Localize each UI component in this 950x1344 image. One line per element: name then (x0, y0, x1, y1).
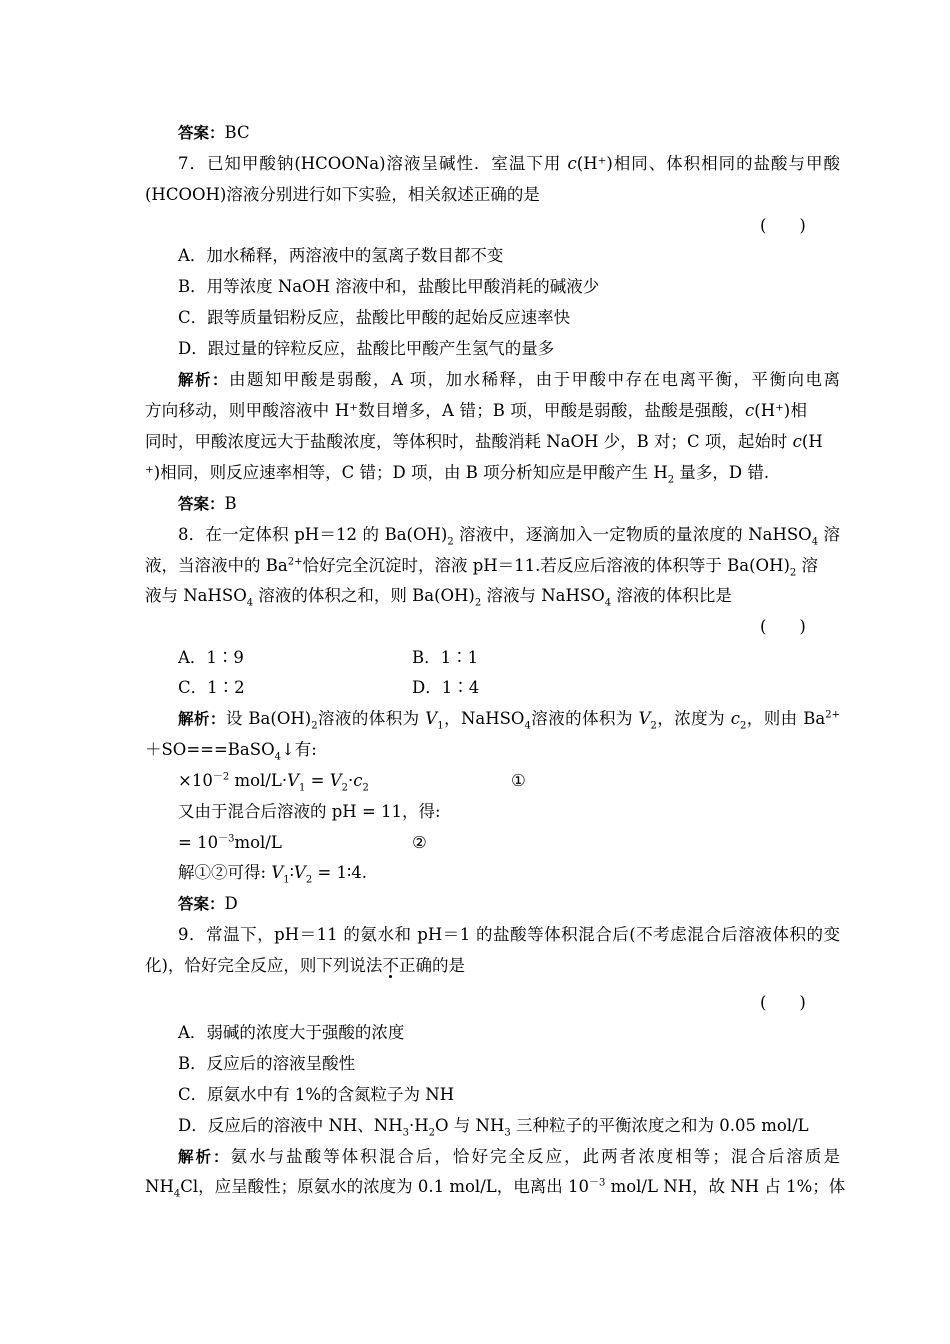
q8-answer-value: D (224, 894, 238, 913)
q8-options-row2 (145, 673, 840, 703)
q9-option-d: D．反应后的溶液中 NH、$NH_3\cdot H_2O$ 与 $NH_3$ 三种粒子的平衡浓度之和为 0.05 mol/L (178, 1116, 809, 1139)
q7-analysis-line1: 解析：由题知甲酸是弱酸，A 项，加水稀释，由于甲酸中存在电离平衡，平衡向电离 (178, 370, 840, 389)
q8-option-a: A．1∶9 (178, 648, 244, 667)
q8-option-b: B．1∶1 (412, 648, 479, 667)
q9-option-c: C．原氨水中有 1%的含氮粒子为 NH (178, 1085, 455, 1104)
q7-analysis-line3: 同时，甲酸浓度远大于盐酸浓度，等体积时，盐酸消耗 NaOH 少，B 对；C 项，起始时 c(H (145, 432, 823, 451)
answer-6-line (145, 118, 840, 148)
q7-stem-line1: 7．已知甲酸钠(HCOONa)溶液呈碱性．室温下用 c(H⁺)相同、体积相同的盐酸与甲酸 (178, 154, 840, 173)
q8-analysis-line3: 又由于混合后溶液的 pH = 11，得: (178, 802, 441, 821)
q9-option-a: A．弱碱的浓度大于强酸的浓度 (178, 1023, 405, 1042)
q9-analysis-line1: 解析：氨水与盐酸等体积混合后，恰好完全反应，此两者浓度相等；混合后溶质是 (178, 1147, 840, 1166)
q7-option-d: D．跟过量的锌粒反应，盐酸比甲酸产生氢气的量多 (178, 339, 555, 358)
q8-option-c: C．1∶2 (178, 678, 245, 697)
q8-options-row1 (145, 643, 840, 673)
q9-stem-line1: 9．常温下，pH＝11 的氨水和 pH＝1 的盐酸等体积混合后(不考虑混合后溶液体积的变 (178, 925, 840, 944)
q8-equation-2: = $10^{-3}mol/L$ ② (145, 828, 840, 858)
q8-analysis-result: 解①②可得: $V_1∶V_2$ = 1∶4. (178, 863, 368, 886)
answer-6-value: BC (224, 123, 250, 142)
q8-option-d: D．1∶4 (412, 678, 480, 697)
q7-option-a: A．加水稀释，两溶液中的氢离子数目都不变 (178, 246, 504, 265)
q9-answer-blank: ( ) (760, 993, 806, 1012)
q8-stem-line3: 液与 NaHSO$_4$ 溶液的体积之和，则 $Ba(OH)_2$ 溶液与 NaHSO$_4$ 溶液的体积比是 (145, 586, 732, 609)
q8-answer-line: 答案：D (178, 894, 238, 913)
q9-stem-line2: 化)，恰好完全反应，则下列说法不正确的是 (145, 956, 465, 975)
q8-answer-blank: ( ) (760, 617, 806, 636)
answer-label: 答案： (178, 124, 225, 142)
q8-analysis-line2: ＋SO===BaSO$_4$↓有: (145, 740, 317, 763)
q7-answer-line: 答案：B (178, 494, 237, 513)
q9-analysis-line2: $NH_4Cl$，应呈酸性；原氨水的浓度为 0.1 mol/L，电离出 $10^{-3}$ mol/L NH，故 NH 占 1%；体 (145, 1177, 846, 1200)
q9-option-b: B．反应后的溶液呈酸性 (178, 1054, 356, 1073)
q7-answer-value: B (224, 494, 237, 513)
q8-analysis-line1: 解析：设 $Ba(OH)_2$溶液的体积为 $V_1$，NaHSO$_4$溶液的体积为 $V_2$，浓度为 $c_2$，则由 $Ba^{2+}$ (178, 709, 840, 732)
q7-analysis-line2: 方向移动，则甲酸溶液中 H⁺数目增多，A 错；B 项，甲酸是弱酸，盐酸是强酸，c(H⁺)相 (145, 401, 807, 420)
q8-equation-1: $\times 10^{-2}$ mol/$L\cdot V_1 = V_2\cdot c_2$ ① (145, 766, 840, 796)
equation-number-1: ① (511, 771, 526, 790)
q7-answer-blank: ( ) (760, 216, 806, 235)
q8-stem-line2: 液，当溶液中的 $Ba^{2+}$恰好完全沉淀时，溶液 pH＝11.若反应后溶液的体积等于 $Ba(OH)_2$ 溶 (145, 556, 819, 579)
q7-stem-line2: (HCOOH)溶液分别进行如下实验，相关叙述正确的是 (145, 185, 540, 204)
q7-analysis-line4: ⁺)相同，则反应速率相等，C 错；D 项，由 B 项分析知应是甲酸产生 $H_2$ 量多，D 错. (145, 463, 770, 486)
emphasis-not: 不 (382, 956, 399, 975)
equation-number-2: ② (412, 833, 427, 852)
q7-option-c: C．跟等质量铝粉反应，盐酸比甲酸的起始反应速率快 (178, 308, 571, 327)
q8-stem-line1: 8．在一定体积 pH＝12 的 $Ba(OH)_2$ 溶液中，逐滴加入一定物质的量浓度的 NaHSO$_4$ 溶 (178, 525, 840, 548)
analysis-label: 解析： (178, 371, 229, 389)
q7-option-b: B．用等浓度 NaOH 溶液中和，盐酸比甲酸消耗的碱液少 (178, 277, 600, 296)
